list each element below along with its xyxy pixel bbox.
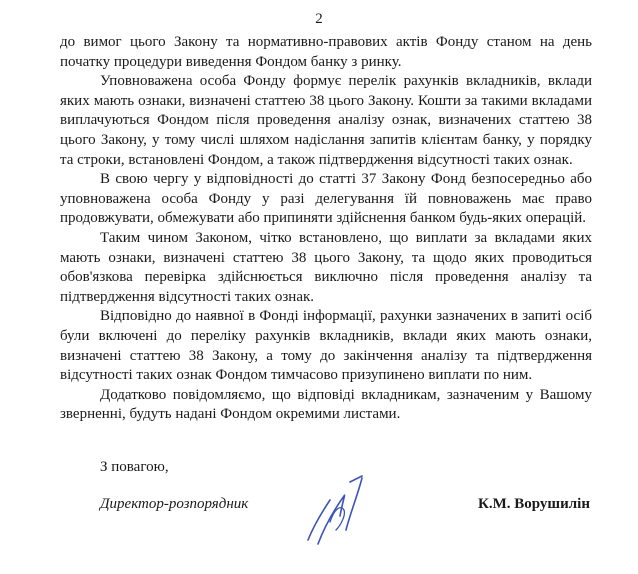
letter-body — [60, 33, 592, 425]
paragraph: Уповноважена особа Фонду формує перелік рахунків вкладників, вклади яких мають ознаки, визначені статтею 38 цього Закону. Кошти за такими вкладами виплачуються Фондом після проведення аналізу ознак, визначених статтею 38 цього Закону, у тому числі шляхом надіслання запитів клієнтам банку, у порядку та строки, встановлені Фондом, а також підтвердження відсутності таких ознак. — [60, 73, 592, 168]
signature-stroke — [308, 476, 362, 544]
page-number: 2 — [315, 11, 323, 27]
paragraph: В свою чергу у відповідності до статті 37 Закону Фонд безпосередньо або уповноважена особа Фонду у разі делегування їй повноважень має право продовжувати, обмежувати або припиняти здійснення банком будь-яких операцій. — [60, 171, 592, 227]
paragraph: Таким чином Законом, чітко встановлено, що виплати за вкладами яких мають ознаки, визначені статтею 38 цього Закону, та щодо яких проводиться обов'язкова перевірка здійснюється виключно після проведення аналізу та підтвердження відсутності таких ознак. — [60, 229, 592, 305]
paragraph: Додатково повідомляємо, що відповіді вкладникам, зазначеним у Вашому зверненні, будуть надані Фондом окремими листами. — [60, 386, 592, 423]
signature-stroke — [330, 508, 344, 530]
paragraph: Відповідно до наявної в Фонді інформації, рахунки зазначених в запиті осіб були включені до переліку рахунків вкладників, вклади яких мають ознаки, визначені статтею 38 Закону, а тому до закінчення аналізу та підтвердження відсутності таких ознак Фондом тимчасово призупинено виплати по ним. — [60, 308, 592, 384]
closing-salutation: З повагою, — [100, 459, 169, 475]
paragraph: до вимог цього Закону та нормативно-правових актів Фонду станом на день початку процедури виведення Фондом банку з ринку. — [60, 34, 592, 70]
handwritten-signature — [300, 470, 380, 550]
signatory-title: Директор-розпорядник — [100, 496, 249, 512]
signatory-name: К.М. Ворушилін — [478, 496, 590, 512]
